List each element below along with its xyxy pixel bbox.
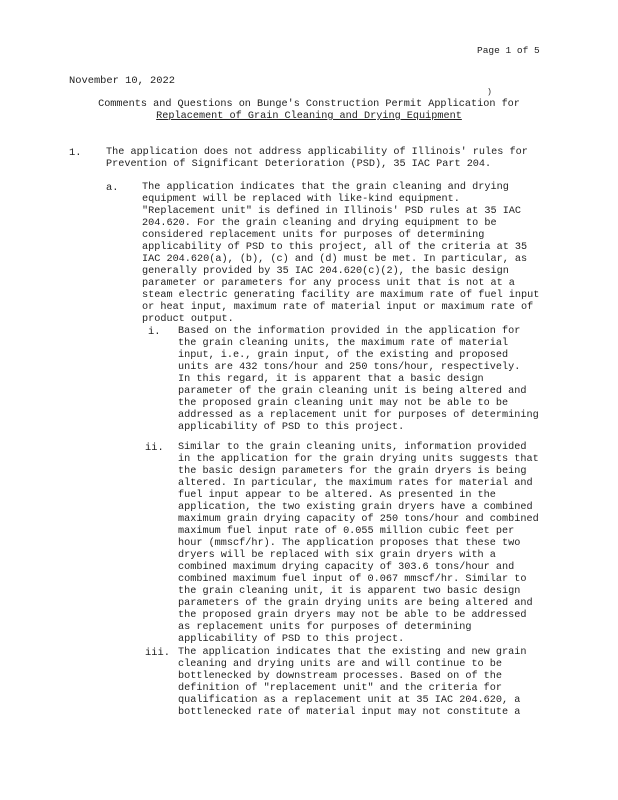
item-iii-text [178, 647, 526, 719]
text-line: Similar to the grain cleaning units, information provided [178, 442, 527, 453]
text-line: bottlenecked rate of material input may not constitute a [178, 707, 521, 718]
text-line: the proposed grain dryers may not be able to be addressed [178, 610, 527, 621]
text-line: combined maximum drying capacity of 303.6 tons/hour and [178, 562, 515, 573]
text-line: steam electric generating facility are maximum rate of fuel input [142, 290, 540, 301]
document-title-line-2 [0, 111, 618, 123]
text-line: applicability of PSD to this project. [178, 422, 405, 433]
text-line: generally provided by 35 IAC 204.620(c)(2), the basic design [142, 266, 509, 277]
document-title-line-1: Comments and Questions on Bunge's Construction Permit Application for [98, 99, 520, 110]
stray-mark: ) [487, 88, 492, 97]
item-1-number: 1. [69, 147, 82, 159]
text-line: cleaning and drying units are and will continue to be [178, 659, 503, 670]
document-date: November 10, 2022 [69, 75, 176, 87]
text-line: parameter or parameters for any process unit that is not at a [142, 278, 515, 289]
document-title-underlined: Replacement of Grain Cleaning and Drying Equipment [156, 111, 462, 122]
text-line: bottlenecked by downstream processes. Based on of the [178, 671, 503, 682]
text-line: Prevention of Significant Deterioration (PSD), 35 IAC Part 204. [106, 159, 492, 170]
item-i-text [178, 326, 539, 434]
text-line: combined maximum fuel input of 0.067 mmscf/hr. Similar to [178, 574, 527, 585]
text-line: units are 432 tons/hour and 250 tons/hour, respectively. [178, 362, 521, 373]
text-line: hour (mmscf/hr). The application proposes that these two [178, 538, 521, 549]
text-line: in the application for the grain drying units suggests that [178, 454, 539, 465]
text-line: addressed as a replacement unit for purposes of determining [178, 410, 539, 421]
text-line: IAC 204.620(a), (b), (c) and (d) must be met. In particular, as [142, 254, 528, 265]
text-line: the grain cleaning units, the maximum rate of material [178, 338, 509, 349]
item-a-text [142, 182, 539, 326]
item-i-numeral: i. [148, 326, 161, 338]
text-line: product output. [142, 314, 234, 325]
text-line: 204.620. For the grain cleaning and drying equipment to be [142, 218, 497, 229]
item-1-text [106, 147, 528, 171]
item-a-letter: a. [106, 182, 119, 194]
text-line: dryers will be replaced with six grain dryers with a [178, 550, 496, 561]
text-line: parameters of the grain drying units are being altered and [178, 598, 533, 609]
text-line: as replacement units for purposes of determining [178, 622, 472, 633]
text-line: maximum fuel input rate of 0.055 million cubic feet per [178, 526, 515, 537]
text-line: application, the two existing grain dryers have a combined [178, 502, 533, 513]
text-line: equipment will be replaced with like-kind equipment. [142, 194, 460, 205]
item-ii-numeral: ii. [145, 442, 164, 454]
text-line: input, i.e., grain input, of the existing and proposed [178, 350, 509, 361]
text-line: definition of "replacement unit" and the criteria for [178, 683, 503, 694]
text-line: the basic design parameters for the grain dryers is being [178, 466, 527, 477]
item-ii-text [178, 442, 539, 646]
text-line: Based on the information provided in the application for [178, 326, 521, 337]
text-line: fuel input appear to be altered. As presented in the [178, 490, 496, 501]
text-line: the proposed grain cleaning unit may not be able to be [178, 398, 509, 409]
page-number: Page 1 of 5 [477, 45, 540, 56]
text-line: applicability of PSD to this project, all of the criteria at 35 [142, 242, 528, 253]
text-line: The application does not address applicability of Illinois' rules for [106, 147, 528, 158]
text-line: or heat input, maximum rate of material input or maximum rate of [142, 302, 534, 313]
text-line: the grain cleaning unit, it is apparent two basic design [178, 586, 521, 597]
text-line: parameter of the grain cleaning unit is being altered and [178, 386, 527, 397]
text-line: altered. In particular, the maximum rates for material and [178, 478, 533, 489]
text-line: considered replacement units for purposes of determining [142, 230, 485, 241]
text-line: The application indicates that the existing and new grain [178, 647, 527, 658]
text-line: The application indicates that the grain cleaning and drying [142, 182, 509, 193]
text-line: applicability of PSD to this project. [178, 634, 405, 645]
item-iii-numeral: iii. [145, 647, 170, 659]
text-line: "Replacement unit" is defined in Illinois' PSD rules at 35 IAC [142, 206, 522, 217]
text-line: qualification as a replacement unit at 35 IAC 204.620, a [178, 695, 521, 706]
text-line: In this regard, it is apparent that a basic design [178, 374, 484, 385]
text-line: maximum grain drying capacity of 250 tons/hour and combined [178, 514, 539, 525]
